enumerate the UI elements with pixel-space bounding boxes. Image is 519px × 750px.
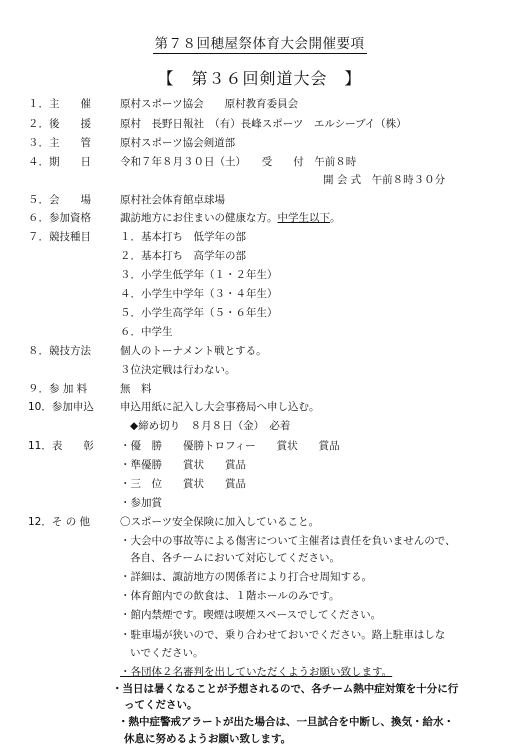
- other-row: [0, 550, 519, 566]
- event-line: [0, 286, 519, 302]
- other-row: [0, 569, 519, 585]
- item-value: 令和７年８月３０日（土） 受 付 午前８時: [120, 156, 357, 168]
- item-value: １．基本打ち 低学年の部: [120, 231, 246, 243]
- item-value: ３位決定戦は行わない。: [120, 364, 236, 376]
- item-label: ３．主 管: [28, 137, 91, 149]
- other-row: [0, 664, 519, 680]
- item-label: ７．競技種目: [28, 231, 91, 243]
- heat-warning-line: ・当日は暑くなることが予想されるので、各チーム熱中症対策を十分に行: [112, 683, 459, 695]
- item-value: 原村スポーツ協会 原村教育委員会: [120, 98, 299, 110]
- item-other: [0, 514, 519, 530]
- event-text: ５．小学生高学年（５・６年生）: [120, 307, 278, 319]
- referee-request-line: ・各団体２名審判を出していただくようお願い致します。: [120, 666, 393, 678]
- heat-warning-row: [0, 681, 519, 697]
- other-line: ・大会中の事故等による傷害について主催者は責任を負いませんので、: [120, 535, 456, 547]
- item-value: 無 料: [120, 383, 152, 395]
- other-row: [0, 588, 519, 604]
- item-value: 申込用紙に記入し大会事務局へ申し込む。: [120, 401, 320, 413]
- eligibility-end: 。: [330, 212, 341, 224]
- event-text: ２．基本打ち 高学年の部: [120, 250, 246, 262]
- item-events: [0, 229, 519, 245]
- item-eligibility: [0, 210, 519, 226]
- item-value: 開 会 式 午前８時３０分: [323, 174, 446, 186]
- other-line: ・館内禁煙です。喫煙は喫煙スペースでしてください。: [120, 609, 382, 621]
- item-venue: [0, 192, 519, 208]
- heat-alert-row: [0, 731, 519, 747]
- item-opening-ceremony: [0, 172, 519, 188]
- heat-warning-row: [0, 697, 519, 713]
- item-label: 11．表 彰: [28, 440, 94, 452]
- event-line: [0, 267, 519, 283]
- heat-alert-row: [0, 714, 519, 730]
- item-value: 個人のトーナメント戦とする。: [120, 345, 267, 357]
- item-organizer: [0, 96, 519, 112]
- item-label: ９．参 加 料: [28, 383, 88, 395]
- other-line: ・詳細は、諏訪地方の関係者により打合せ周知する。: [120, 571, 372, 583]
- item-value: [120, 210, 341, 226]
- award-line: ・優 勝 優勝トロフィー 賞状 賞品: [120, 440, 340, 452]
- other-row: [0, 645, 519, 661]
- deadline-text: ◆締め切り ８月８日（金） 必着: [130, 420, 291, 432]
- item-value: 原村 長野日報社 （有）長峰スポーツ エルシーブイ（株）: [120, 118, 407, 130]
- item-deadline: [0, 418, 519, 434]
- other-row: [0, 607, 519, 623]
- event-line: [0, 305, 519, 321]
- item-date: [0, 154, 519, 170]
- award-row: [0, 495, 519, 511]
- item-sponsors: [0, 116, 519, 132]
- item-label: 12．そ の 他: [28, 516, 91, 528]
- heat-warning-line: ってください。: [124, 699, 198, 711]
- item-label: ４．期 日: [28, 156, 91, 168]
- award-row: [0, 476, 519, 492]
- event-text: ４．小学生中学年（３・４年生）: [120, 288, 278, 300]
- event-text: ６．中学生: [120, 326, 173, 338]
- award-row: [0, 457, 519, 473]
- event-line: [0, 248, 519, 264]
- event-line: [0, 324, 519, 340]
- item-value: 原村スポーツ協会剣道部: [120, 137, 236, 149]
- award-line: ・三 位 賞状 賞品: [120, 478, 246, 490]
- item-value: 原村社会体育館卓球場: [120, 194, 225, 206]
- other-line: 各自、各チームにおいて対応してください。: [130, 552, 340, 564]
- other-row: [0, 627, 519, 643]
- heat-alert-line: 休息に努めるようお願い致します。: [124, 733, 292, 745]
- item-label: １．主 催: [28, 98, 91, 110]
- item-label: ８．競技方法: [28, 345, 91, 357]
- item-format: [0, 343, 519, 359]
- document-title-text: 第７８回穂屋祭体育大会開催要項: [154, 36, 365, 52]
- item-application: [0, 399, 519, 415]
- award-line: ・準優勝 賞状 賞品: [120, 459, 246, 471]
- other-line: ・駐車場が狭いので、乗り合わせておいでください。路上駐車はしな: [120, 629, 446, 641]
- other-line: いでください。: [130, 647, 204, 659]
- event-subtitle: 【 第３６回剣道大会 】: [157, 69, 362, 88]
- item-label: ５．会 場: [28, 194, 91, 206]
- other-line: 〇スポーツ安全保険に加入していること。: [120, 516, 320, 528]
- document-title: [0, 32, 519, 52]
- eligibility-text: 諏訪地方にお住まいの健康な方。: [120, 212, 278, 224]
- item-format-note: [0, 362, 519, 378]
- item-label: ６．参加資格: [28, 212, 91, 224]
- eligibility-underlined: 中学生以下: [277, 212, 330, 224]
- award-line: ・参加賞: [120, 497, 162, 509]
- other-row: [0, 533, 519, 549]
- item-fee: [0, 381, 519, 397]
- item-awards: [0, 438, 519, 454]
- item-management: [0, 135, 519, 151]
- heat-alert-line: ・熱中症警戒アラートが出た場合は、一旦試合を中断し、換気・給水・: [118, 716, 454, 728]
- other-line: ・体育館内での飲食は、１階ホールのみです。: [120, 590, 340, 602]
- item-label: ２．後 援: [28, 118, 91, 130]
- item-label: 10．参加申込: [28, 401, 94, 413]
- event-text: ３．小学生低学年（１・２年生）: [120, 269, 278, 281]
